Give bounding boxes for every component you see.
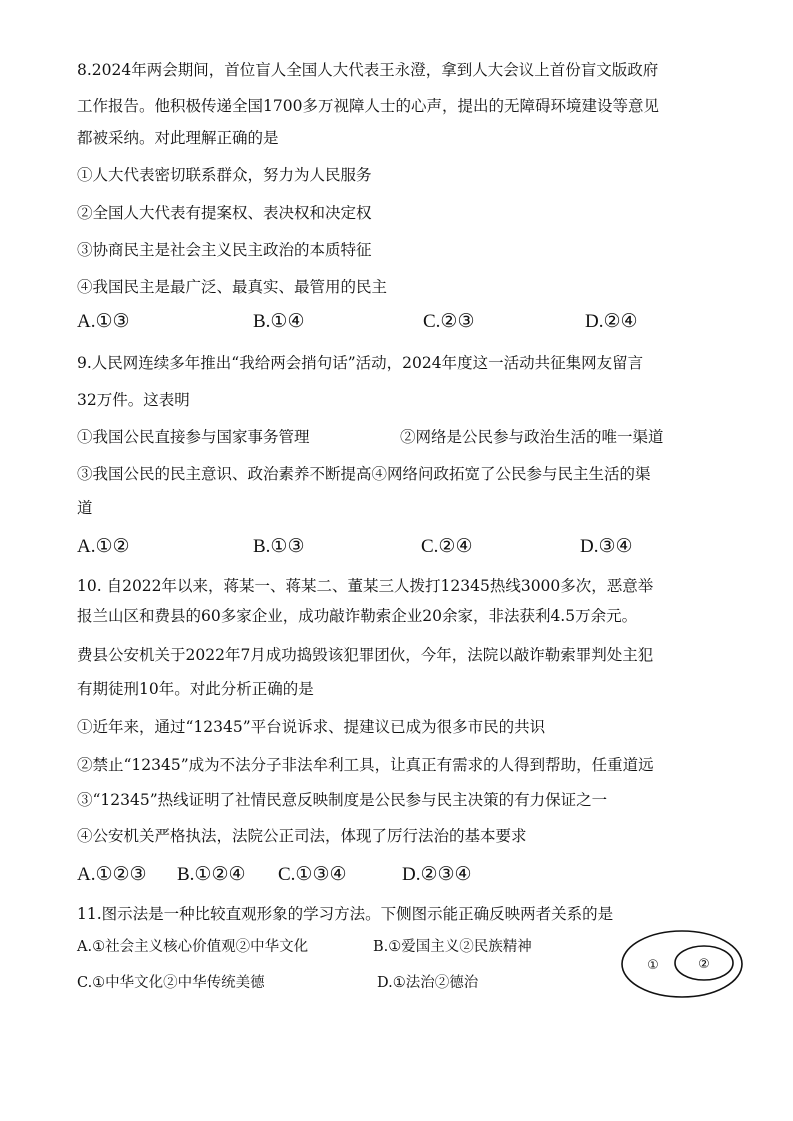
q8-choice-4: ④我国民主是最广泛、最真实、最管用的民主 [77,278,388,296]
q10-stem-line-1: 10. 自2022年以来，蒋某一、蒋某二、董某三人拨打12345热线3000多次，恶意举 [77,577,654,595]
outer-ellipse [622,931,742,997]
q10-choice-2: ②禁止“12345”成为不法分子非法牟利工具，让真正有需求的人得到帮助，任重道远 [77,756,654,774]
q8-choice-2: ②全国人大代表有提案权、表决权和决定权 [77,204,372,222]
q11-venn-diagram [620,928,745,1000]
q8-stem-line-2: 工作报告。他积极传递全国1700多万视障人士的心声，提出的无障碍环境建设等意见 [77,97,659,115]
q10-option-d: D.②③④ [402,864,472,885]
q9-choice-3-4-line-2: 道 [77,499,93,517]
q10-choice-1: ①近年来，通过“12345”平台说诉求、提建议已成为很多市民的共识 [77,718,546,736]
q9-choice-1: ①我国公民直接参与国家事务管理 [77,428,310,446]
venn-diagram-svg [620,928,745,1000]
q8-option-d: D.②④ [585,311,638,332]
q9-choice-3-4-line-1: ③我国公民的民主意识、政治素养不断提高④网络问政拓宽了公民参与民主生活的渠 [77,465,651,483]
q8-option-b: B.①④ [253,311,305,332]
q10-stem-line-3: 费县公安机关于2022年7月成功捣毁该犯罪团伙，今年，法院以敲诈勒索罪判处主犯 [77,646,654,664]
q8-options [77,309,697,335]
q8-choice-3: ③协商民主是社会主义民主政治的本质特征 [77,241,372,259]
q8-stem-line-1: 8.2024年两会期间，首位盲人全国人大代表王永澄，拿到人大会议上首份盲文版政府 [77,61,659,79]
q9-stem-line-2: 32万件。这表明 [77,391,190,409]
q9-option-d: D.③④ [580,536,633,557]
q9-option-b: B.①③ [253,536,305,557]
q10-option-b: B.①②④ [177,864,246,885]
q10-option-a: A.①②③ [77,864,147,885]
q10-stem-line-4: 有期徒刑10年。对此分析正确的是 [77,680,314,698]
q11-option-a: A.①社会主义核心价值观②中华文化 [77,939,309,955]
q11-option-c: C.①中华文化②中华传统美德 [77,975,265,991]
q8-stem-line-3: 都被采纳。对此理解正确的是 [77,129,279,147]
q8-choice-1: ①人大代表密切联系群众，努力为人民服务 [77,166,372,184]
q9-options [77,534,697,560]
q9-stem-line-1: 9.人民网连续多年推出“我给两会捎句话”活动，2024年度这一活动共征集网友留言 [77,354,644,372]
q11-option-b: B.①爱国主义②民族精神 [373,939,532,955]
q8-option-a: A.①③ [77,311,130,332]
q11-stem: 11.图示法是一种比较直观形象的学习方法。下侧图示能正确反映两者关系的是 [77,905,614,923]
q10-choice-3: ③“12345”热线证明了社情民意反映制度是公民参与民主决策的有力保证之一 [77,791,608,809]
q8-option-c: C.②③ [423,311,475,332]
q9-option-a: A.①② [77,536,130,557]
inner-ellipse-label: ② [698,957,710,972]
q10-choice-4: ④公安机关严格执法，法院公正司法，体现了厉行法治的基本要求 [77,827,527,845]
outer-ellipse-label: ① [647,958,659,973]
q11-option-d: D.①法治②德治 [377,975,479,991]
q10-option-c: C.①③④ [278,864,347,885]
q9-option-c: C.②④ [421,536,473,557]
q9-choice-2: ②网络是公民参与政治生活的唯一渠道 [400,428,664,446]
q10-stem-line-2: 报兰山区和费县的60多家企业，成功敲诈勒索企业20余家，非法获利4.5万余元。 [77,607,638,625]
q10-options [77,862,697,888]
